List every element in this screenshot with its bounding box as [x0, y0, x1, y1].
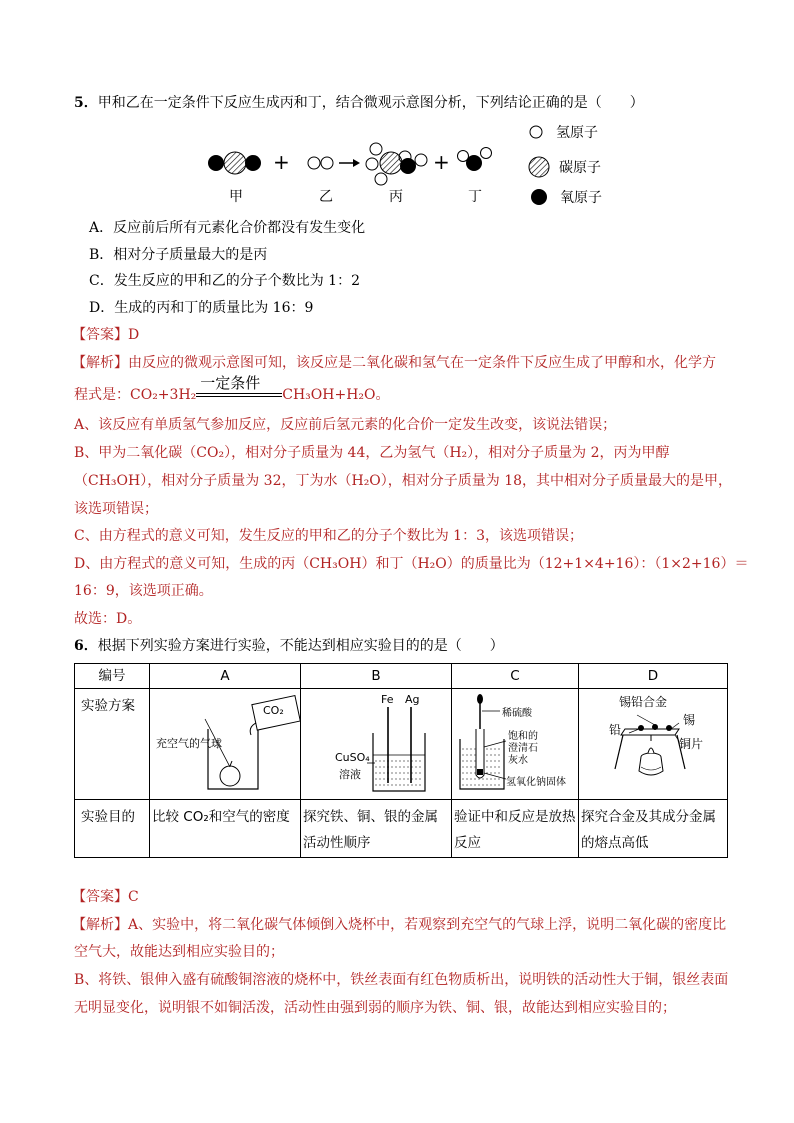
goal-c: 验证中和反应是放热反应 [452, 800, 579, 858]
label-yi: 乙 [319, 189, 333, 205]
table-header-row [75, 664, 728, 689]
q5-option-a: A．反应前后所有元素化合价都没有发生变化 [89, 220, 366, 236]
svg-text:+: + [273, 150, 290, 174]
cuso4-label: CuSO₄ [335, 751, 370, 764]
q5-analysis-d1: D、由方程式的意义可知，生成的丙（CH₃OH）和丁（H₂O）的质量比为（12+1×4+16）：（1×2+16）＝ [74, 556, 749, 572]
acid-label: 稀硫酸 [502, 708, 532, 719]
header-col-a: A [150, 664, 301, 689]
plan-label: 实验方案 [75, 689, 150, 800]
tin-label: 锡 [683, 713, 696, 727]
naoh-label: 氢氧化钠固体 [506, 777, 566, 788]
header-col-c: C [452, 664, 579, 689]
q6-stem-text: 根据下列实验方案进行实验，不能达到相应实验目的的是（ ） [97, 638, 504, 654]
q5-equation: 程式是：CO₂+3H₂ 一定条件 CH₃OH+H₂O。 [74, 374, 390, 403]
goal-label: 实验目的 [75, 800, 150, 858]
label-ding: 丁 [468, 189, 482, 205]
legend-oxygen: 氧原子 [560, 190, 602, 206]
lead-label: 铅 [609, 723, 622, 737]
h2o-molecule [458, 148, 492, 172]
diagram-a-cell [150, 689, 301, 800]
q6-analysis-a1: 【解析】A、实验中，将二氧化碳气体倾倒入烧杯中，若观察到充空气的气球上浮，说明二氧化碳的密度比 [72, 917, 727, 933]
q5-choose: 故选：D。 [74, 611, 142, 627]
diagram-c-cell [452, 689, 579, 800]
header-col-b: B [301, 664, 452, 689]
ch3oh-molecule [366, 143, 427, 185]
q5-analysis-a: A、该反应有单质氢气参加反应，反应前后氢元素的化合价一定发生改变，该说法错误； [74, 417, 617, 433]
label-bing: 丙 [389, 189, 403, 205]
fe-label: Fe [381, 693, 394, 706]
limewater-label: 饱和的 澄清石 灰水 [508, 731, 538, 766]
q5-stem-text: 甲和乙在一定条件下反应生成丙和丁，结合微观示意图分析，下列结论正确的是（ ） [97, 95, 644, 111]
q5-stem [74, 93, 644, 113]
solution-label: 溶液 [339, 768, 361, 781]
svg-text:+: + [433, 150, 450, 174]
reaction-condition-arrow: 一定条件 [196, 385, 282, 405]
legend-hydrogen: 氢原子 [556, 125, 598, 141]
label-jia: 甲 [229, 189, 243, 205]
q5-option-c: C．发生反应的甲和乙的分子个数比为 1：2 [89, 273, 360, 289]
q5-analysis-b2: （CH₃OH），相对分子质量为 32，丁为水（H₂O），相对分子质量为 18，其中相对分子质量最大的是甲， [74, 473, 733, 489]
q5-answer: 【答案】D [72, 327, 140, 343]
header-col-d: D [579, 664, 728, 689]
diagram-b [301, 689, 451, 799]
q5-option-d: D．生成的丙和丁的质量比为 16：9 [89, 300, 314, 316]
header-label: 编号 [75, 664, 150, 689]
q6-answer: 【答案】C [72, 889, 139, 905]
co2-molecule [208, 152, 261, 174]
diagram-d-cell [579, 689, 728, 800]
q6-analysis-a2: 空气大，故能达到相应实验目的； [74, 944, 284, 960]
ag-label: Ag [405, 693, 420, 706]
experiment-table [74, 663, 728, 858]
co2-bottle-label: CO₂ [263, 704, 284, 717]
q5-analysis-d2: 16：9，该选项正确。 [74, 583, 213, 599]
balloon-label: 充空气的气球 [156, 737, 222, 750]
q5-analysis-b3: 该选项错误； [74, 501, 158, 517]
goal-d: 探究合金及其成分金属的熔点高低 [579, 800, 728, 858]
goal-b: 探究铁、铜、银的金属活动性顺序 [301, 800, 452, 858]
q6-number: 6． [74, 638, 98, 654]
h2-molecule [308, 157, 333, 169]
goal-a: 比较 CO₂和空气的密度 [150, 800, 301, 858]
q6-stem [74, 636, 504, 656]
q5-number: 5． [74, 95, 98, 111]
q5-option-b: B．相对分子质量最大的是丙 [89, 247, 268, 263]
legend-carbon: 碳原子 [559, 160, 601, 176]
q5-analysis-1: 【解析】由反应的微观示意图可知，该反应是二氧化碳和氢气在一定条件下反应生成了甲醇和水，化学方 [72, 355, 716, 371]
table-goal-row [75, 800, 728, 858]
alloy-label: 锡铅合金 [619, 695, 668, 709]
q5-analysis-b1: B、甲为二氧化碳（CO₂），相对分子质量为 44，乙为氢气（H₂），相对分子质量为 2，丙为甲醇 [74, 445, 670, 461]
q6-analysis-b1: B、将铁、银伸入盛有硫酸铜溶液的烧杯中，铁丝表面有红色物质析出，说明铁的活动性大于铜，银丝表面 [74, 972, 729, 988]
q6-analysis-b2: 无明显变化，说明银不如铜活泼，活动性由强到弱的顺序为铁、铜、银，故能达到相应实验目的； [74, 1000, 676, 1016]
table-plan-row [75, 689, 728, 800]
copper-label: 铜片 [679, 737, 704, 751]
q5-analysis-c: C、由方程式的意义可知，发生反应的甲和乙的分子个数比为 1：3，该选项错误； [74, 528, 583, 544]
diagram-b-cell [301, 689, 452, 800]
